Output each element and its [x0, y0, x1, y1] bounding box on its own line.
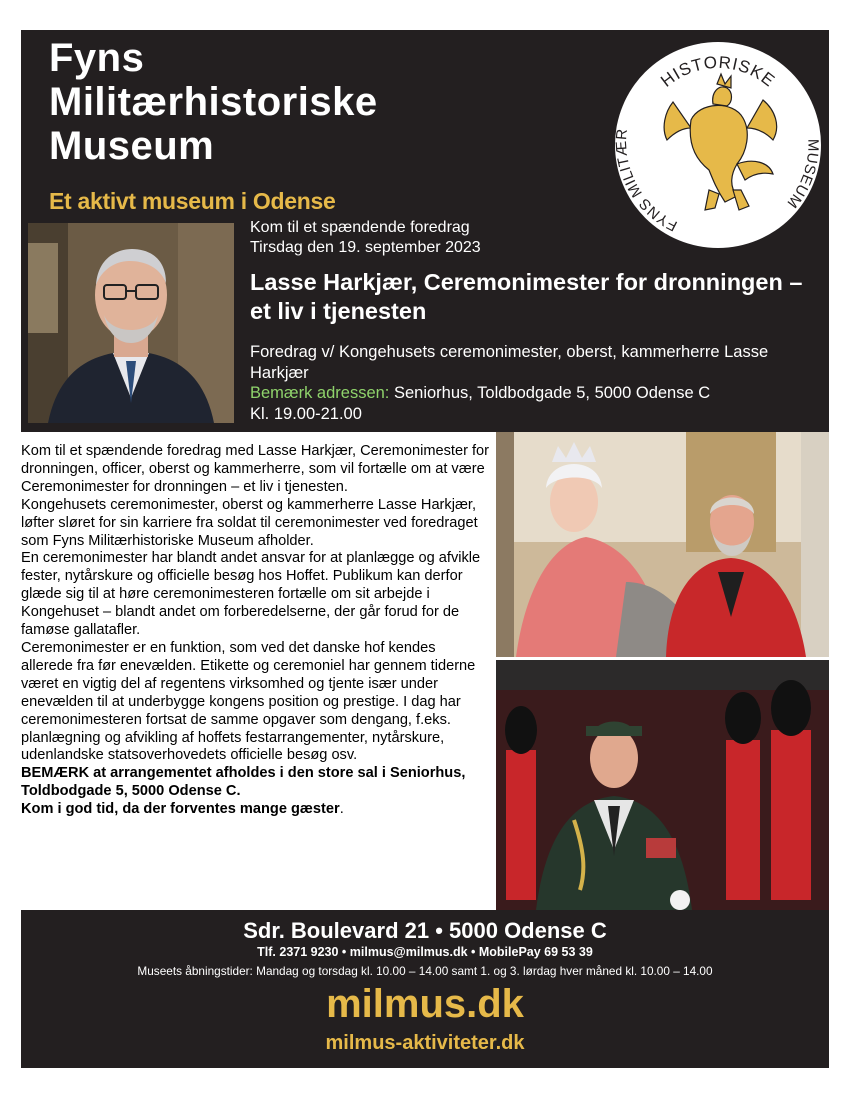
intro-line: Kom til et spændende foredrag — [250, 219, 470, 236]
museum-name-line: Militærhistoriske — [49, 80, 378, 124]
museum-name — [49, 36, 378, 168]
poster — [21, 30, 829, 1068]
article-body — [21, 443, 491, 819]
museum-logo — [613, 40, 823, 250]
paragraph: En ceremonimester har blandt andet ansvar for at planlægge og afvikle fester, nytårskure og officielle besøg hos Hoffet. Publikum kan derfor glæde sig til at høre ceremonimesteren fortælle om sit arbejde i Kongehuset – blandt andet om forberedelserne, der går forud for de famøse gallatafler. — [21, 550, 481, 639]
event-date: Tirsdag den 19. september 2023 — [250, 239, 481, 256]
museum-name-line: Fyns — [49, 36, 145, 80]
intro-lines — [250, 218, 481, 258]
notice: BEMÆRK at arrangementet afholdes i den store sal i Seniorhus, Toldbodgade 5, 5000 Odense C. — [21, 765, 466, 800]
event-time: Kl. 19.00-21.00 — [250, 404, 362, 423]
header-panel — [21, 30, 829, 432]
logo-right-text: MUSEUM — [783, 138, 822, 212]
speaker-line: Foredrag v/ Kongehusets ceremonimester, oberst, kammerherre Lasse Harkjær — [250, 343, 769, 382]
footer — [21, 910, 829, 1068]
paragraph: Kom til et spændende foredrag med Lasse Harkjær, Ceremonimester for dronningen, officer, oberst og kammerherre, som vil fortælle om at være Ceremonimester for dronningen – et liv i tjenesten. — [21, 443, 490, 495]
speaker-portrait — [28, 223, 234, 423]
paragraph: Ceremonimester er en funktion, som ved det danske hof kendes allerede fra før enevælden. Etikette og ceremoniel har gennem tiderne været en vigtig del af regentens virksomhed og tjente især under enevælden til at underbygge kongens position og prestige. I dag har ceremonimesteren fortsat de samme opgaver som dengang, f.eks. planlægning og afvikling af hoffets festarrangementer, nytårskure, udenlandske statsoverhovedets officielle besøg osv. — [21, 639, 476, 764]
queen-photo — [496, 432, 829, 657]
footer-address: Sdr. Boulevard 21 • 5000 Odense C — [243, 918, 607, 943]
footer-contact: Tlf. 2371 9230 • milmus@milmus.dk • MobilePay 69 53 39 — [257, 945, 593, 959]
tagline: Et aktivt museum i Odense — [49, 188, 336, 214]
event-details — [250, 342, 825, 424]
address-line — [250, 383, 825, 404]
paragraph: Kongehusets ceremonimester, oberst og kammerherre Lasse Harkjær, løfter sløret for sin karriere fra soldat til ceremonimester ved foredraget som Fyns Militærhistoriske Museum afholder. — [21, 496, 478, 549]
notice-line — [21, 801, 491, 819]
footer-opening-hours: Museets åbningstider: Mandag og torsdag kl. 10.00 – 14.00 samt 1. og 3. lørdag hver måned kl. 10.00 – 14.00 — [137, 964, 713, 978]
address-label: Bemærk adressen: — [250, 384, 390, 402]
address-value: Seniorhus, Toldbodgade 5, 5000 Odense C — [389, 384, 711, 402]
logo-left-text: FYNS MILITÆR — [613, 127, 681, 235]
museum-name-line: Museum — [49, 124, 215, 168]
notice-end: . — [339, 801, 344, 818]
event-headline: Lasse Harkjær, Ceremonimester for dronningen – et liv i tjenesten — [250, 269, 803, 324]
website-link[interactable]: milmus.dk — [326, 982, 524, 1026]
logo-top-text: HISTORISKE — [657, 52, 779, 91]
notice-strong: Kom i god tid, da der forventes mange gæster — [21, 801, 340, 818]
parade-photo — [496, 660, 829, 910]
activities-link[interactable]: milmus-aktiviteter.dk — [325, 1032, 525, 1054]
